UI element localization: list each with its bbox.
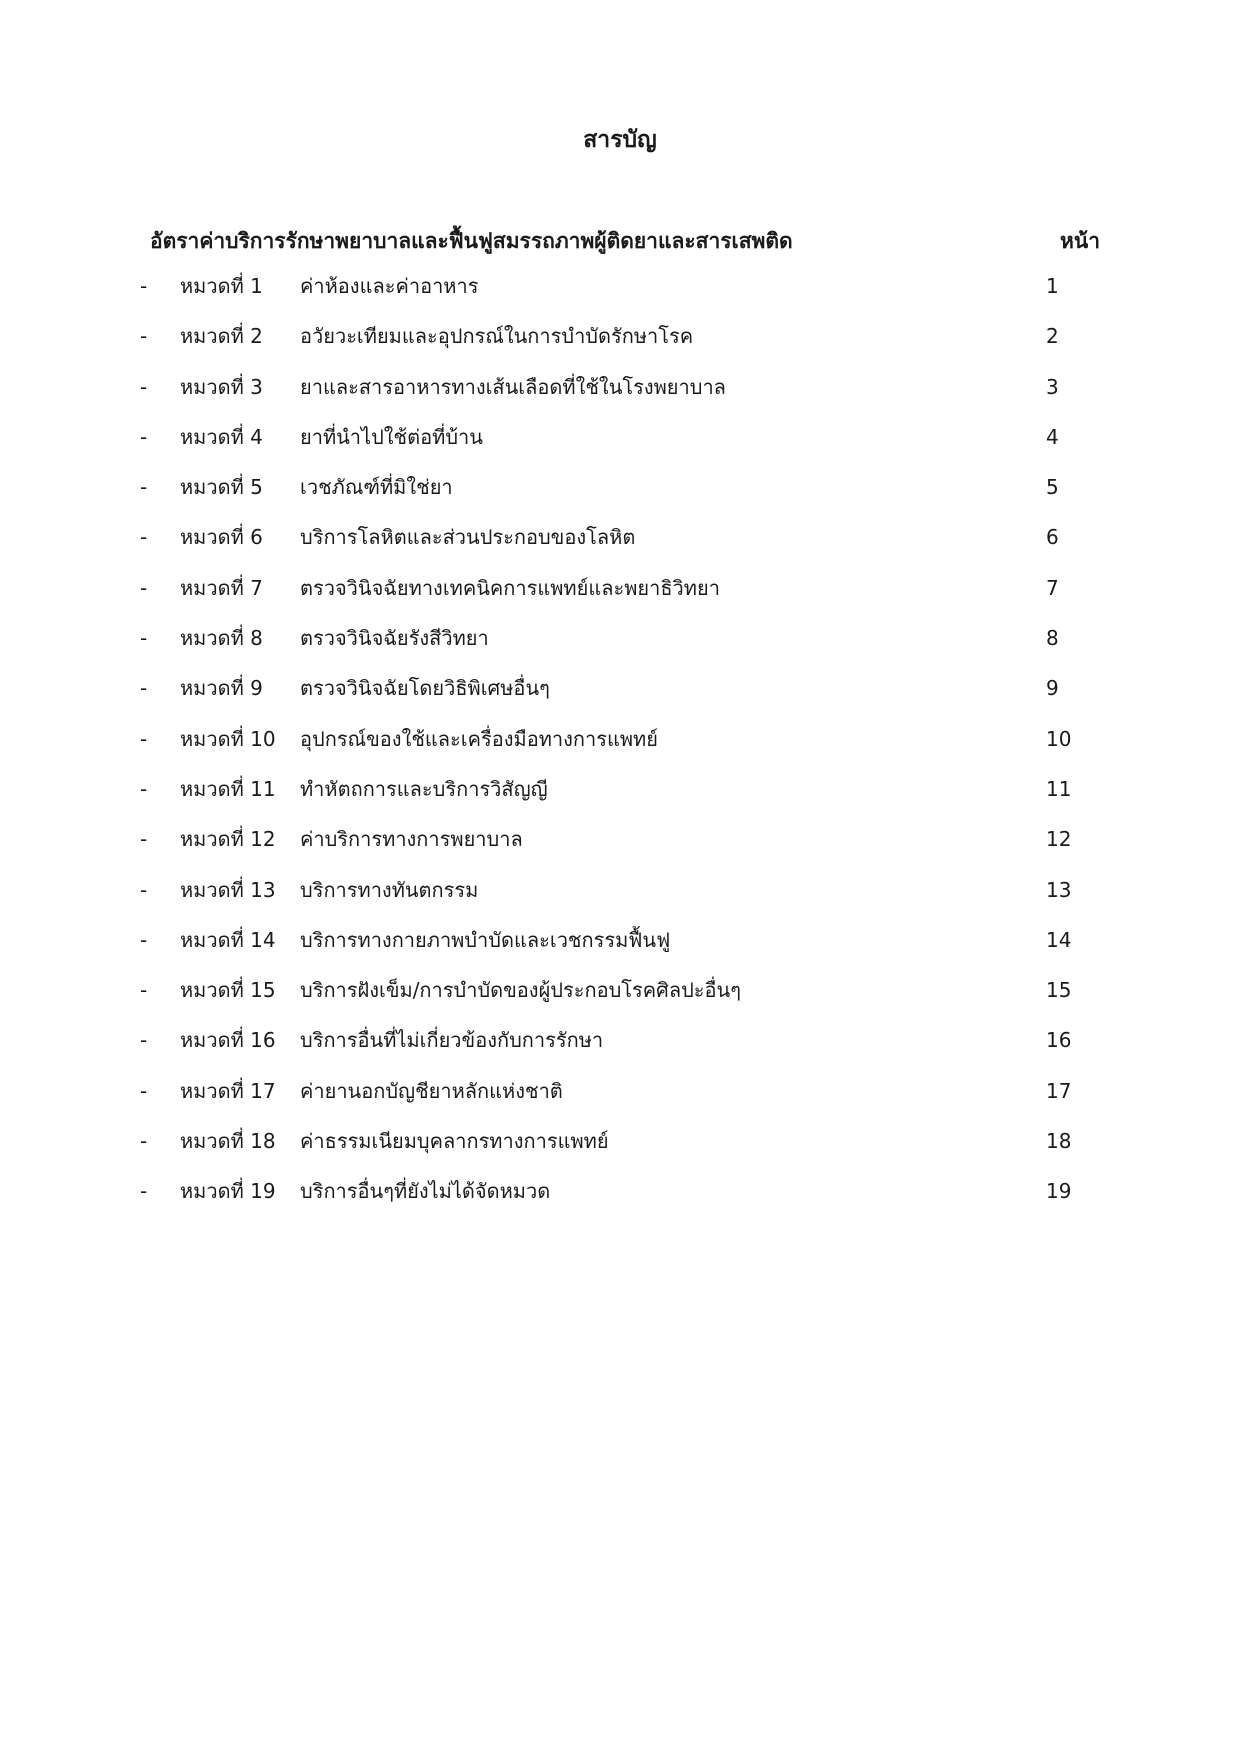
toc-entry-category: หมวดที่ 6 bbox=[180, 525, 263, 550]
toc-entry bbox=[0, 974, 1240, 1024]
toc-entry-bullet: - bbox=[140, 827, 148, 852]
toc-entry-category: หมวดที่ 2 bbox=[180, 324, 263, 349]
toc-entry bbox=[0, 521, 1240, 571]
toc-entry-bullet: - bbox=[140, 978, 148, 1003]
toc-entry bbox=[0, 572, 1240, 622]
toc-entry-page: 11 bbox=[1046, 776, 1072, 801]
toc-entry-page: 13 bbox=[1046, 877, 1072, 902]
toc-entry-title: ค่าธรรมเนียมบุคลากรทางการแพทย์ bbox=[300, 1129, 609, 1154]
toc-entry-category: หมวดที่ 12 bbox=[180, 827, 276, 852]
toc-entry bbox=[0, 773, 1240, 823]
toc-entry-title: บริการโลหิตและส่วนประกอบของโลหิต bbox=[300, 525, 636, 550]
toc-entry-bullet: - bbox=[140, 776, 148, 801]
toc-entry bbox=[0, 421, 1240, 471]
toc-entry-category: หมวดที่ 17 bbox=[180, 1078, 276, 1103]
toc-entry bbox=[0, 723, 1240, 773]
toc-entry bbox=[0, 270, 1240, 320]
toc-entry bbox=[0, 371, 1240, 421]
toc-entry-bullet: - bbox=[140, 927, 148, 952]
toc-entry-category: หมวดที่ 4 bbox=[180, 424, 263, 449]
toc-entry bbox=[0, 1075, 1240, 1125]
toc-entry-bullet: - bbox=[140, 1078, 148, 1103]
toc-entry-bullet: - bbox=[140, 1179, 148, 1204]
toc-entry-title: ตรวจวินิจฉัยรังสีวิทยา bbox=[300, 626, 489, 651]
toc-entry-page: 4 bbox=[1046, 424, 1059, 449]
toc-entry-title: บริการทางกายภาพบำบัดและเวชกรรมฟื้นฟู bbox=[300, 927, 671, 952]
toc-entry-page: 5 bbox=[1046, 475, 1059, 500]
toc-entry-category: หมวดที่ 16 bbox=[180, 1028, 276, 1053]
toc-entry-bullet: - bbox=[140, 575, 148, 600]
toc-entry-page: 10 bbox=[1046, 726, 1072, 751]
toc-entry-category: หมวดที่ 9 bbox=[180, 676, 263, 701]
toc-entry-bullet: - bbox=[140, 324, 148, 349]
toc-entry-title: บริการทางทันตกรรม bbox=[300, 877, 479, 902]
toc-entry-title: ค่าบริการทางการพยาบาล bbox=[300, 827, 523, 852]
toc-entry-bullet: - bbox=[140, 475, 148, 500]
toc-entry-title: บริการอื่นที่ไม่เกี่ยวข้องกับการรักษา bbox=[300, 1028, 604, 1053]
toc-entry-page: 9 bbox=[1046, 676, 1059, 701]
toc-entry bbox=[0, 874, 1240, 924]
toc-entry-page: 2 bbox=[1046, 324, 1059, 349]
toc-entry-title: ยาที่นำไปใช้ต่อที่บ้าน bbox=[300, 424, 483, 449]
toc-entry-page: 18 bbox=[1046, 1129, 1072, 1154]
toc-entry-page: 17 bbox=[1046, 1078, 1072, 1103]
toc-entry-category: หมวดที่ 19 bbox=[180, 1179, 276, 1204]
toc-entry-title: อุปกรณ์ของใช้และเครื่องมือทางการแพทย์ bbox=[300, 726, 658, 751]
toc-entry-page: 1 bbox=[1046, 274, 1059, 298]
toc-entry-page: 19 bbox=[1046, 1179, 1072, 1204]
toc-entry-category: หมวดที่ 10 bbox=[180, 726, 276, 751]
toc-entry-title: ทำหัตถการและบริการวิสัญญี bbox=[300, 776, 548, 801]
toc-entry-title: อวัยวะเทียมและอุปกรณ์ในการบำบัดรักษาโรค bbox=[300, 324, 694, 349]
toc-entry-bullet: - bbox=[140, 374, 148, 399]
toc-entry bbox=[0, 672, 1240, 722]
toc-header bbox=[150, 225, 1100, 257]
toc-list bbox=[0, 270, 1240, 1226]
page-title: สารบัญ bbox=[583, 127, 657, 153]
toc-entry-page: 7 bbox=[1046, 575, 1059, 600]
toc-entry-category: หมวดที่ 7 bbox=[180, 575, 263, 600]
toc-entry-category: หมวดที่ 5 bbox=[180, 475, 263, 500]
toc-entry-title: ตรวจวินิจฉัยโดยวิธิพิเศษอื่นๆ bbox=[300, 676, 550, 701]
toc-entry-category: หมวดที่ 15 bbox=[180, 978, 276, 1003]
toc-heading: อัตราค่าบริการรักษาพยาบาลและฟื้นฟูสมรรถภาพผู้ติดยาและสารเสพติด bbox=[150, 229, 793, 253]
toc-entry-title: เวชภัณฑ์ที่มิใช่ยา bbox=[300, 475, 453, 500]
toc-entry-title: ค่าห้องและค่าอาหาร bbox=[300, 274, 479, 298]
toc-entry-category: หมวดที่ 14 bbox=[180, 927, 276, 952]
toc-entry bbox=[0, 823, 1240, 873]
toc-entry-bullet: - bbox=[140, 626, 148, 651]
toc-entry bbox=[0, 1024, 1240, 1074]
toc-entry-page: 14 bbox=[1046, 927, 1072, 952]
toc-entry-bullet: - bbox=[140, 424, 148, 449]
toc-entry-bullet: - bbox=[140, 726, 148, 751]
toc-entry bbox=[0, 924, 1240, 974]
toc-entry-page: 12 bbox=[1046, 827, 1072, 852]
toc-entry-title: บริการอื่นๆที่ยังไม่ได้จัดหมวด bbox=[300, 1179, 551, 1204]
toc-entry-page: 15 bbox=[1046, 978, 1072, 1003]
toc-entry-page: 3 bbox=[1046, 374, 1059, 399]
toc-entry-category: หมวดที่ 8 bbox=[180, 626, 263, 651]
toc-entry-bullet: - bbox=[140, 1129, 148, 1154]
toc-entry bbox=[0, 622, 1240, 672]
toc-entry-category: หมวดที่ 1 bbox=[180, 274, 263, 298]
toc-entry-bullet: - bbox=[140, 1028, 148, 1053]
toc-entry-category: หมวดที่ 11 bbox=[180, 776, 276, 801]
toc-entry-bullet: - bbox=[140, 525, 148, 550]
toc-entry bbox=[0, 320, 1240, 370]
toc-entry-category: หมวดที่ 13 bbox=[180, 877, 276, 902]
toc-entry-category: หมวดที่ 18 bbox=[180, 1129, 276, 1154]
toc-entry-page: 16 bbox=[1046, 1028, 1072, 1053]
toc-entry-bullet: - bbox=[140, 877, 148, 902]
toc-entry-bullet: - bbox=[140, 676, 148, 701]
toc-entry-category: หมวดที่ 3 bbox=[180, 374, 263, 399]
page-column-label: หน้า bbox=[1060, 229, 1100, 253]
toc-entry-page: 6 bbox=[1046, 525, 1059, 550]
toc-entry bbox=[0, 1175, 1240, 1225]
toc-entry bbox=[0, 471, 1240, 521]
toc-entry bbox=[0, 1125, 1240, 1175]
toc-entry-bullet: - bbox=[140, 274, 148, 298]
toc-entry-title: ตรวจวินิจฉัยทางเทคนิคการแพทย์และพยาธิวิทยา bbox=[300, 575, 720, 600]
toc-entry-page: 8 bbox=[1046, 626, 1059, 651]
toc-entry-title: ค่ายานอกบัญชียาหลักแห่งชาติ bbox=[300, 1078, 563, 1103]
toc-entry-title: บริการฝังเข็ม/การบำบัดของผู้ประกอบโรคศิลปะอื่นๆ bbox=[300, 978, 741, 1003]
toc-entry-title: ยาและสารอาหารทางเส้นเลือดที่ใช้ในโรงพยาบาล bbox=[300, 374, 726, 399]
